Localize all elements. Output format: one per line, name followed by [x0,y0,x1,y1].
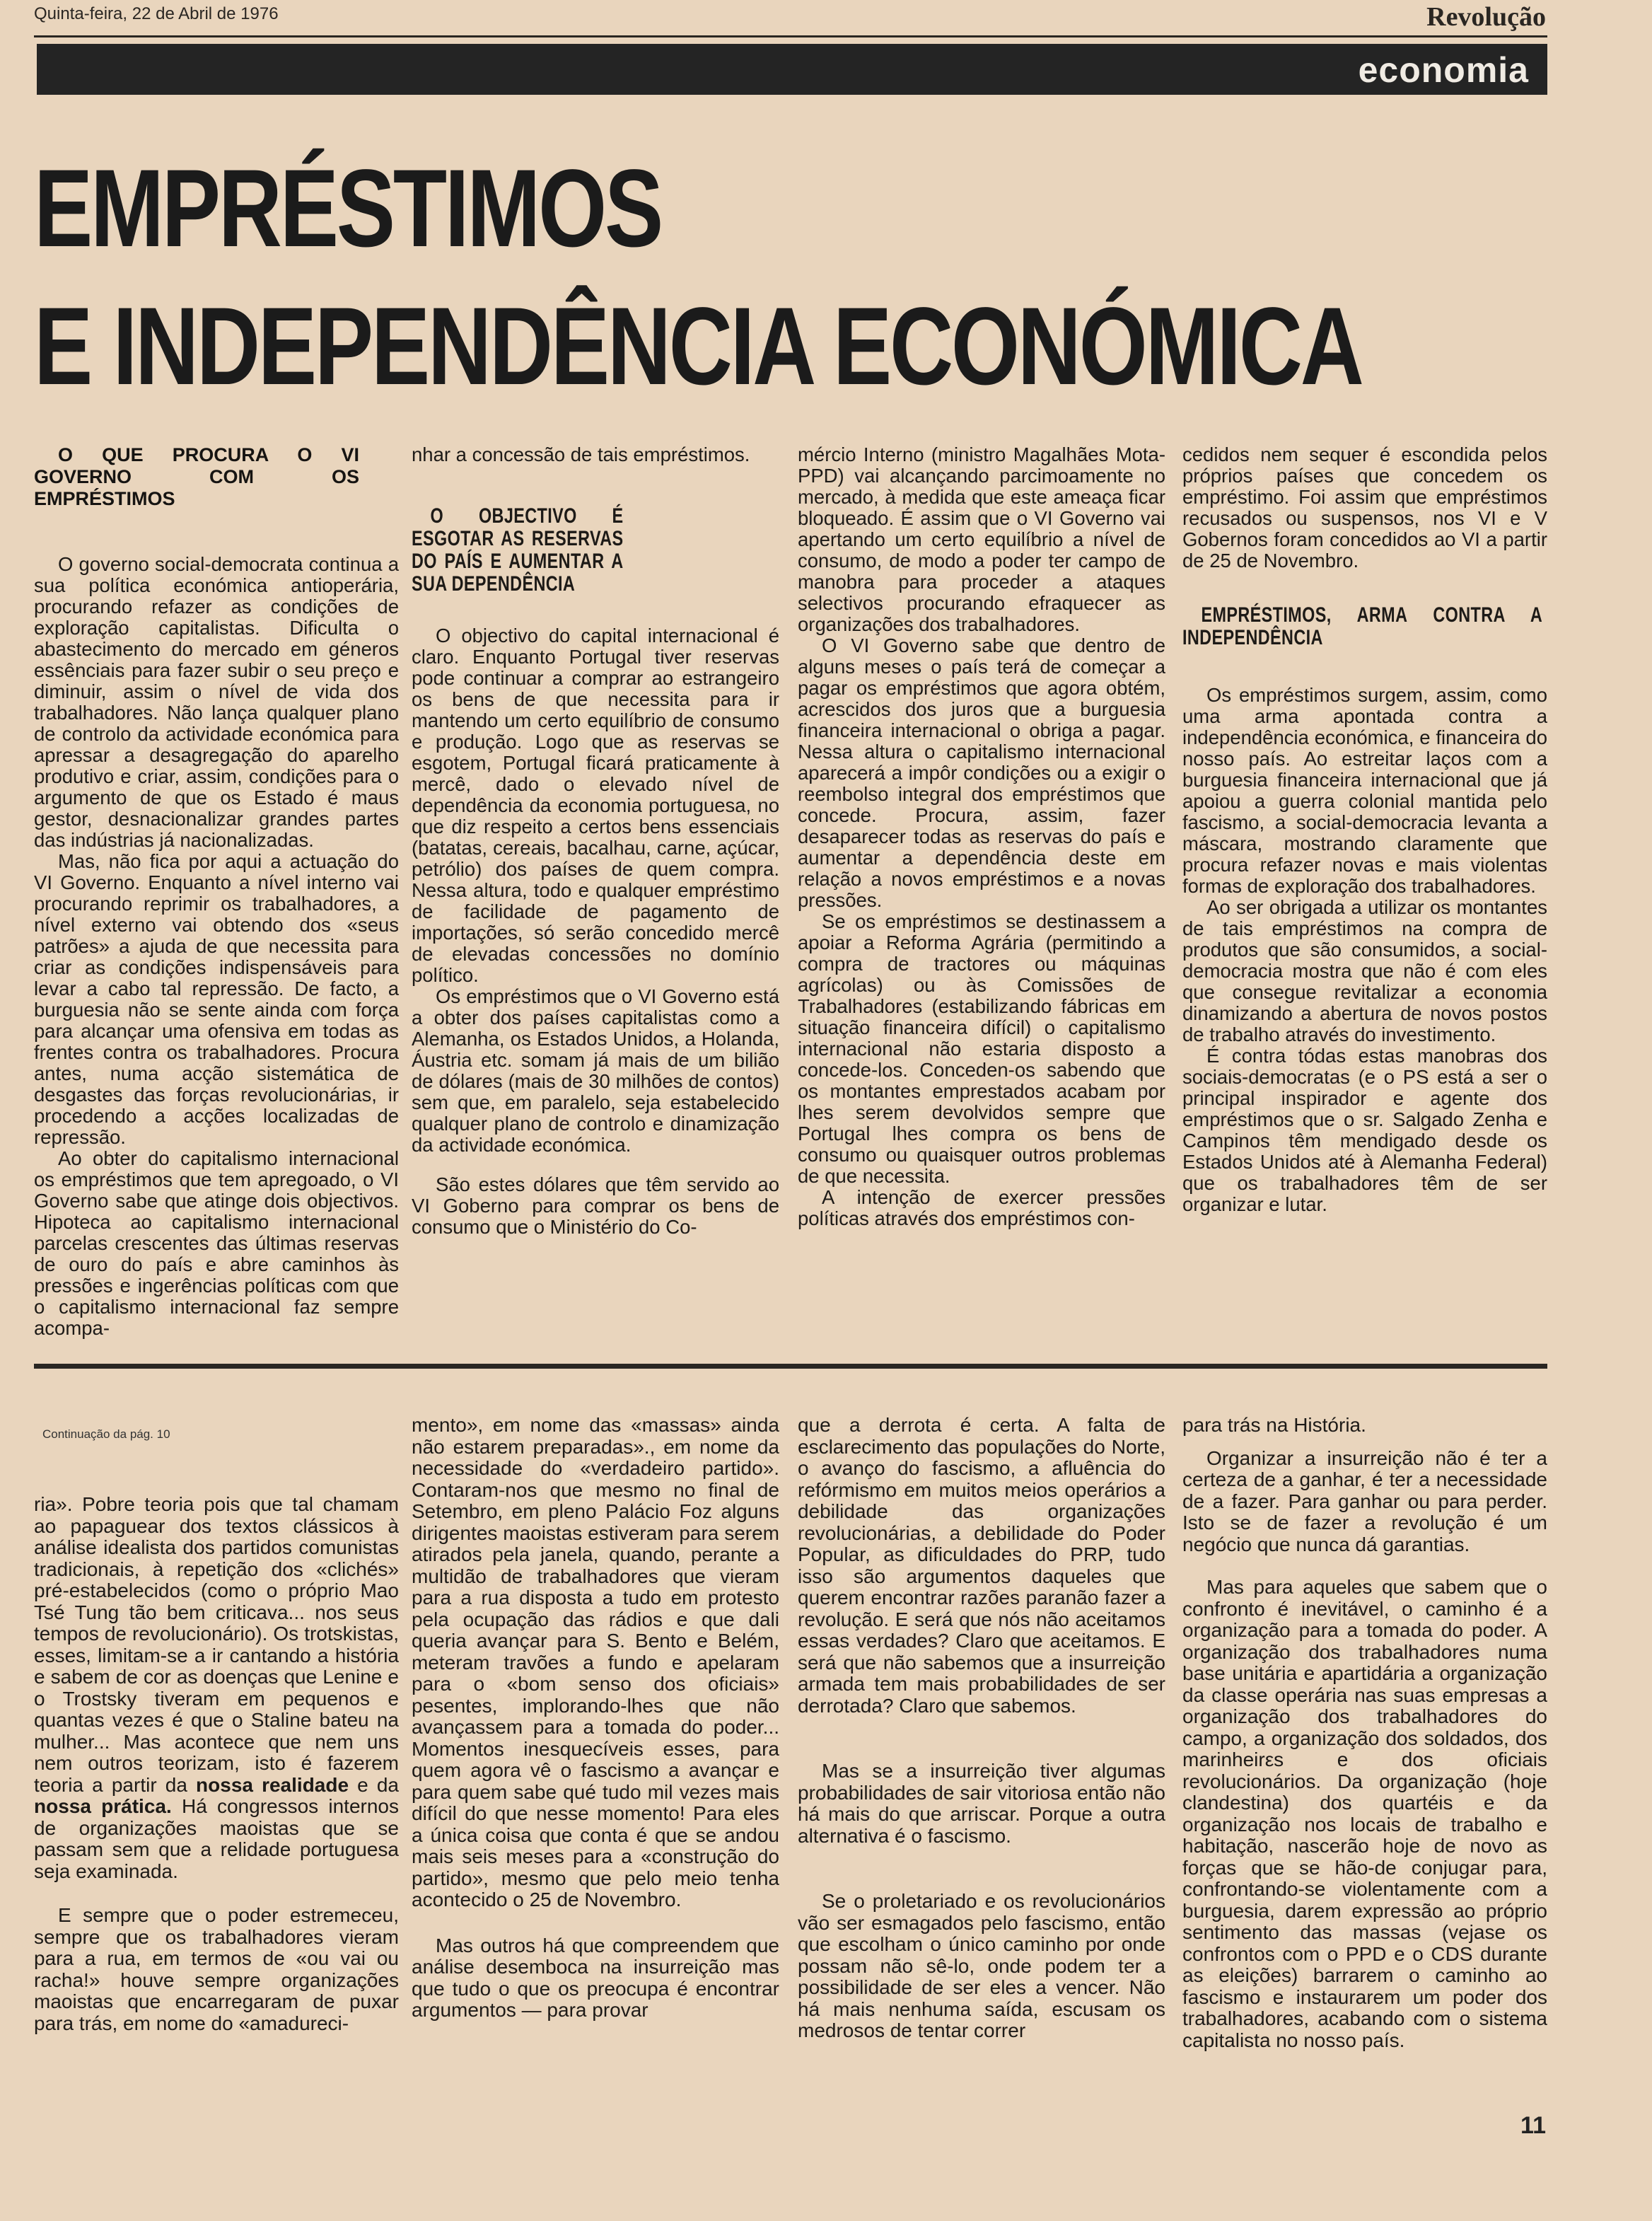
text-run: e da [357,1773,400,1796]
article-column-3 [798,444,1165,1229]
paragraph: mento», em nome das «massas» ainda não estarem preparadas»., em nome da necessidade do «verdadeiro partido». Contaram-nos que mesmo no final de Setembro, em pleno Palácio Foz alguns dirigentes maoistas estiveram para serem atirados pela janela, quando, perante a multidão de trabalhadores que vieram para a rua disposta a tudo em protesto pela ocupação das rádios e que dali queria avançar para S. Bento e Belém, meteram travões a fundo e apelaram para o «bom senso dos oficiais» pesentes, implorando-lhes que não avançassem para a tomada do poder... Momentos inesquecíveis esses, para quem agora vê o fascismo a avançar e para quem sabe qué tudo mil vezes mais difícil do que nesse momento! Para eles a única coisa que conta é que se andou mais seis meses para a «construção do partido», mesmo que pelo meio tenha acontecido o 25 de Novembro. [412,1414,779,1910]
paragraph: O objectivo do capital internacional é claro. Enquanto Portugal tiver reservas pode continuar a comprar ao estrangeiro os bens de que necessita para ir mantendo um certo equilíbrio de consumo e produção. Logo que as reservas se esgotem, Portugal ficará praticamente à mercê, dado o elevado nível de dependência da economia portuguesa, no que diz respeito a certos bens essenciais (batatas, cereais, bacalhau, carne, açúcar, petrólio) dos países de quem compra. Nessa altura, todo e qualquer empréstimo de facilidade de pagamento de importações, só serão concedido mercê de elevadas concessões no domínio político. [412,625,779,986]
text-run: ria». Pobre teoria pois que tal chamam ao papaguear dos textos clássicos à análise idealista dos partidos comunistas tradicionais, à repetição dos «clichés» pré-estabelecidos (como o próprio Mao Tsé Tung tão bem criticava... nos seus tempos de revolucionário). Os trotskistas, esses, limitam-se a ir cantando a história e sabem de cor as doenças que Lenine e o Trostsky tiveram em pequenos e quantas vezes é que o Staline bateu na mulher... Mas acontece que nem uns nem outros teorizam, isto é fazerem teoria a partir da [34,1493,399,1796]
paragraph: cedidos nem sequer é escondida pelos próprios países que concedem os empréstimo. Foi assim que empréstimos recusados ou suspensos, nos VI e V Gobernos foram concedidos ao VI a partir de 25 de Novembro. [1182,443,1547,572]
section-divider [34,1364,1547,1369]
paragraph: Organizar a insurreição não é ter a certeza de a ganhar, é ter a necessidade de a fazer. Para ganhar ou para perder. Isto se de fazer a revolução é um negócio que nunca dá garantias. [1182,1446,1547,1555]
subheading: EMPRÉSTIMOS, ARMA CONTRA A INDEPENDÊNCIA [1182,603,1543,649]
paragraph: Mas outros há que compreendem que análise desemboca na insurreição mas que tudo o que os preocupa é encontrar argumentos — para provar [412,1934,779,2021]
continuation-column-2 [412,1415,779,2022]
paragraph: nhar a concessão de tais empréstimos. [412,443,750,465]
paragraph: Ao ser obrigada a utilizar os montantes de tais empréstimos na compra de produtos que são consumidos, a social-democracia mostra que não é com eles que consegue revitalizar a economia dinamizando a abertura de novos postos de trabalho através do investimento. [1182,896,1547,1045]
page-number: 11 [1520,2112,1546,2139]
paragraph: O governo social-democrata continua a sua política económica antioperária, procurando refazer as condições de exploração capitalistas. Dificulta o abastecimento do mercado em géneros essênciais para fazer subir o seu preço e diminuir, assim o nível de vida dos trabalhadores. Não lança qualquer plano de controlo da actividade económica para apressar a desagregação do aparelho produtivo e criar, assim, condições para o argumento de que os Estado é maus gestor, desnacionalizar grandes partes das indústrias já nacionalizadas. [34,553,399,851]
paragraph: Mas para aqueles que sabem que o confronto é inevitável, o caminho é a organização para a tomada do poder. A organização dos trabalhadores numa base unitária e apartidária a organização da classe operária nas suas empresas a organização dos trabalhadores do campo, a organização dos soldados, dos marinheirεs e dos oficiais revolucionários. Da organização (hoje clandestina) dos quartéis e da organização nos locais de trabalho e habitação, nascerão hoje de novo as forças que se hão-de conjugar para, confrontando-se violentamente com a burguesia, darem expressão ao próprio sentimento das massas (vejase os confrontos com o PPD e o CDS durante as eleições) barrarem o caminho ao fascismo e instaurarem um poder dos trabalhadores, acabando com o sistema capitalista no nosso país. [1182,1576,1547,2051]
paragraph: Mas, não fica por aqui a actuação do VI Governo. Enquanto a nível interno vai procurando reprimir os trabalhadores, a nível externo vai obtendo dos «seus patrões» a ajuda de que necessita para criar as condições indispensáveis para levar a cabo tal repressão. De facto, a burguesia não se sente ainda com força para alcançar uma ofensiva em todas as frentes contra os trabalhadores. Procura antes, numa acção sistemática de desgastes das forças revolucionárias, ir procedendo a acções localizadas de repressão. [34,850,399,1148]
paragraph: E sempre que o poder estremeceu, sempre que os trabalhadores vieram para a rua, em termos de «ou vai ou racha!» houve sempre organizações maoistas que encarregaram de puxar para trás, em nome do «amadureci- [34,1904,399,2034]
paragraph: Mas se a insurreição tiver algumas probabilidades de sair vitoriosa então não há mais do que arriscar. Porque a outra alternativa é o fascismo. [798,1760,1165,1847]
paragraph: mércio Interno (ministro Magalhães Mota-PPD) vai alcançando parcimoamente no mercado, à medida que este ameaça ficar bloqueado. É assim que o VI Governo vai apertando um certo equilíbrio a nível de consumo, de modo a poder ter campo de manobra para proceder a ataques selectivos procurando efraquecer as organizações dos trabalhadores. [798,443,1165,635]
paragraph: É contra tódas estas manobras dos sociais-democratas (e o PS está a ser o principal inspirador e agente dos empréstimos que o sr. Salgado Zenha e Campinos têm mendigado desde os Estados Unidos até à Alemanha Federal) que os trabalhadores têm de ser organizar e lutar. [1182,1045,1547,1215]
emphasis: nossa prática. [34,1795,172,1817]
section-label: economia [1358,50,1529,90]
paragraph: São estes dólares que têm servido ao VI Goberno para comprar os bens de consumo que o Ministério do Co- [412,1173,779,1238]
subheading-block [412,505,624,596]
subheading: O QUE PROCURA O VI GOVERNO COM OS EMPRÉSTIMOS [34,444,359,509]
article-column-1 [34,444,399,1339]
paragraph: Os empréstimos que o VI Governo está a obter dos países capitalistas como a Alemanha, os Estados Unidos, a Holanda, Áustria etc. somam já mais de um bilião de dólares (mais de 30 milhões de contos) sem que, em paralelo, seja estabelecido qualquer plano de controlo e dinamização da actividade económica. [412,985,779,1156]
article-column-2 [412,444,779,1238]
paragraph: O VI Governo sabe que dentro de alguns meses o país terá de começar a pagar os empréstimos que agora obtém, acrescidos dos juros que a burguesia financeira internacional o obriga a pagar. Nessa altura o capitalismo internacional aparecerá a impôr condições ou a exigir o reembolso integral dos empréstimos que concede. Procura, assim, fazer desaparecer todas as reservas do país e aumentar a dependência deste em relação a novos empréstimos e a novas pressões. [798,634,1165,911]
paragraph [34,1494,399,1882]
subheading-block [1182,604,1543,649]
emphasis: nossa realidade [196,1773,349,1796]
section-bar [37,44,1547,95]
headline-line-2: E INDEPENDÊNCIA ECONÓMICA [34,285,1362,408]
continuation-column-4 [1182,1415,1547,2051]
subheading: O OBJECTIVO É ESGOTAR AS RESERVAS DO PAÍS E AUMENTAR A SUA DEPENDÊNCIA [412,504,624,596]
header-rule [34,35,1547,37]
paragraph: Ao obter do capitalismo internacional os empréstimos que tem apregoado, o VI Governo sabe que atinge dois objectivos. Hipoteca ao capitalismo internacional parcelas crescentes das últimas reservas de ouro do país e abre caminhos às pressões e ingerências políticas com que o capitalismo internacional faz sempre acompa- [34,1147,399,1339]
headline-line-1: EMPRÉSTIMOS [34,147,662,270]
continuation-column-3 [798,1415,1165,2042]
paragraph: para trás na História. [1182,1414,1366,1436]
continuation-column-1 [34,1494,399,2034]
article-column-4 [1182,444,1547,1215]
text-run: Há congressos internos de organizações maoistas que se passam sem que a relidade portuguesa seja examinada. [34,1795,399,1882]
continuation-label: Continuação da pág. 10 [42,1427,170,1441]
paragraph: Os empréstimos surgem, assim, como uma arma apontada contra a independência económica, e financeira do nosso país. Ao estreitar laços com a burguesia financeira internacional que já apoiou a guerra colonial mantida pelo fascismo, a social-democracia levanta a máscara, mostrando claramente que procura refazer novas e mais violentas formas de exploração dos trabalhadores. [1182,684,1547,897]
paragraph: Se os empréstimos se destinassem a apoiar a Reforma Agrária (permitindo a compra de tractores ou máquinas agrícolas) ou às Comissões de Trabalhadores (estabilizando fábricas em situação financeira difícil) o capitalismo internacional não estaria disposto a concede-los. Conceden-os sabendo que os montantes emprestados acabam por lhes serem devolvidos sempre que Portugal lhes compra os bens de consumo ou quaisquer outros problemas de que necessita. [798,910,1165,1187]
newspaper-brand: Revolução [1426,2,1546,32]
issue-date: Quinta-feira, 22 de Abril de 1976 [34,4,279,23]
paragraph: que a derrota é certa. A falta de esclarecimento das populações do Norte, o avanço do fascismo, a afluência do refórmismo em muitos meios operários a debilidade das organizações revolucionárias, a debilidade do Poder Popular, as dificuldades do PRP, tudo isso são argumentos daqueles que querem encontrar razões paranão fazer a revolução. E será que nós não aceitamos essas verdades? Claro que aceitamos. E será que não sabemos que a insurreição armada tem mais probabilidades de ser derrotada? Claro que sabemos. [798,1414,1165,1717]
paragraph: A intenção de exercer pressões políticas através dos empréstimos con- [798,1186,1165,1229]
paragraph: Se o proletariado e os revolucionários vão ser esmagados pelo fascismo, então que escolham o único caminho por onde possam não sê-lo, onde podem ter a possibilidade de ser eles a vencer. Não há mais nenhuma saída, escusam os medrosos de tentar correr [798,1890,1165,2041]
